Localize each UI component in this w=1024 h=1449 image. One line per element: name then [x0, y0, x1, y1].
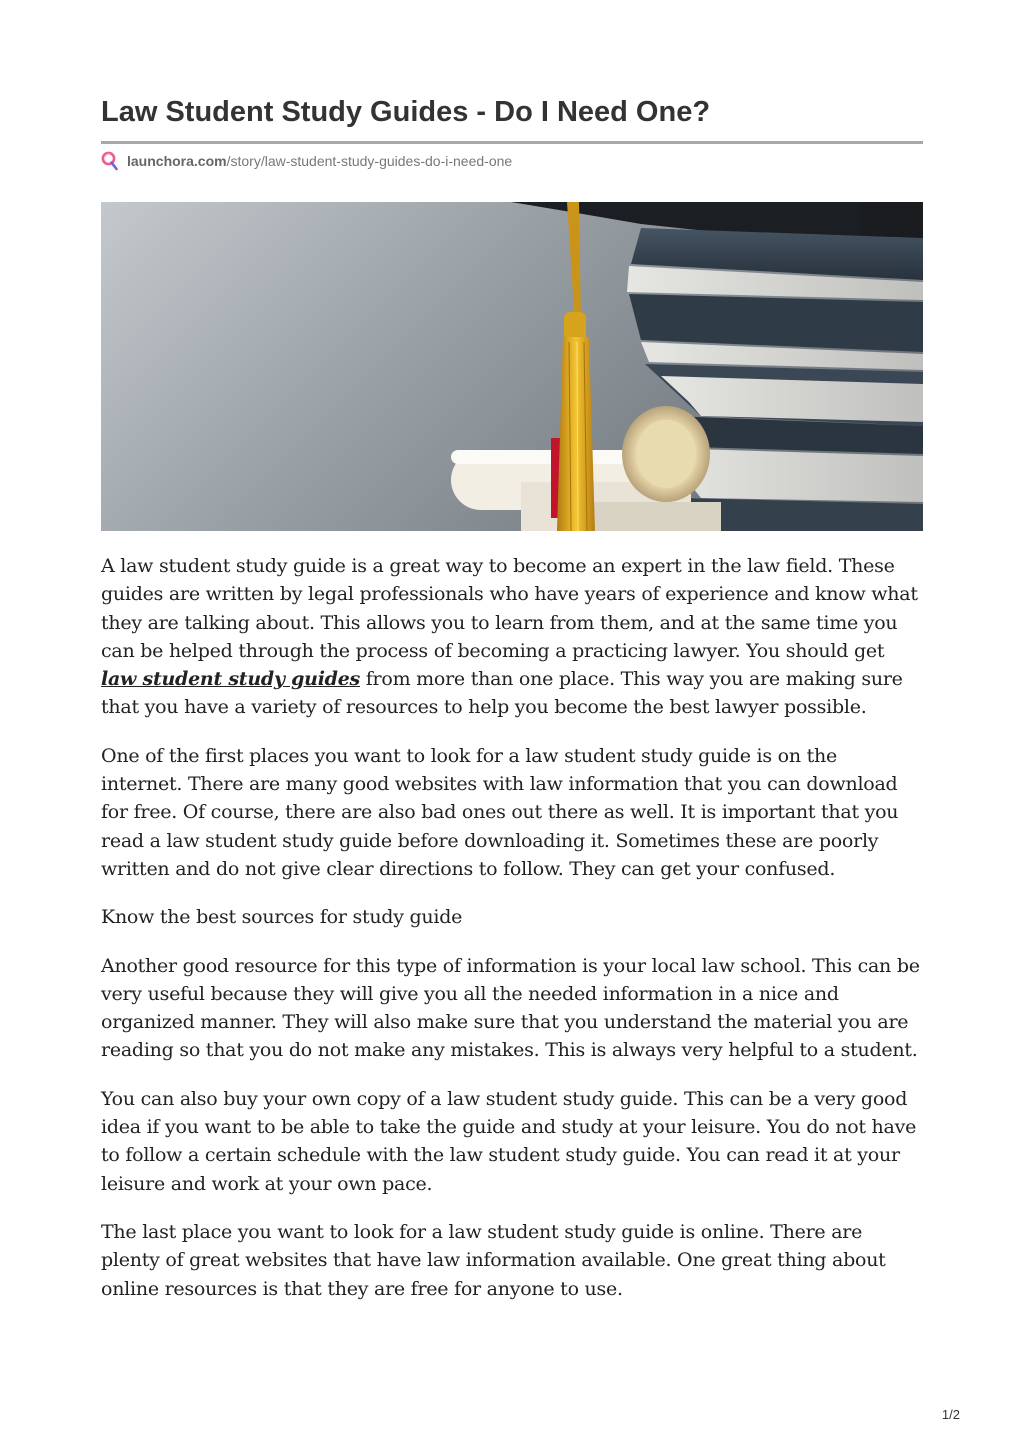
article-body — [101, 552, 923, 1323]
paragraph-1 — [101, 552, 923, 722]
launchora-logo-icon — [101, 151, 119, 171]
hero-image — [101, 202, 923, 531]
paragraph-3: Know the best sources for study guide — [101, 906, 463, 929]
paragraph-4: Another good resource for this type of information is your local law school. This can be very useful because they will give you all the needed information in a nice and organized manner. They will also make sure that you understand the material you are reading so that you do not make any mistakes. This is always very helpful to a student. — [101, 954, 920, 1062]
page-number: 1/2 — [941, 1407, 960, 1422]
page-title: Law Student Study Guides - Do I Need One? — [101, 96, 711, 128]
paragraph-1-text-before: A law student study guide is a great way to become an expert in the law field. These guides are written by legal professionals who have years of experience and know what they are talking about. This allows you to learn from them, and at the same time you can be helped through the process of becoming a practicing lawyer. You should get — [101, 555, 918, 662]
paragraph-6: The last place you want to look for a law student study guide is online. There are plenty of great websites that have law information available. One great thing about online resources is that they are free for anyone to use. — [101, 1220, 886, 1300]
paragraph-1-text-after: from more than one place. This way you are making sure that you have a variety of resources to help you become the best lawyer possible. — [101, 668, 903, 719]
law-student-study-guides-link[interactable]: law student study guides — [101, 668, 360, 691]
source-domain: launchora.com — [127, 153, 227, 169]
source-link[interactable] — [101, 151, 512, 171]
title-divider — [101, 141, 923, 144]
paragraph-5: You can also buy your own copy of a law student study guide. This can be a very good idea if you want to be able to take the guide and study at your leisure. You do not have to follow a certain schedule with the law student study guide. You can read it at your leisure and work at your own pace. — [101, 1087, 917, 1195]
paragraph-2: One of the first places you want to look for a law student study guide is on the internet. There are many good websites with law information that you can download for free. Of course, there are also bad ones out there as well. It is important that you read a law student study guide before downloading it. Sometimes these are poorly written and do not give clear directions to follow. They can get your confused. — [101, 744, 899, 880]
source-path: /story/law-student-study-guides-do-i-need-one — [226, 153, 513, 169]
